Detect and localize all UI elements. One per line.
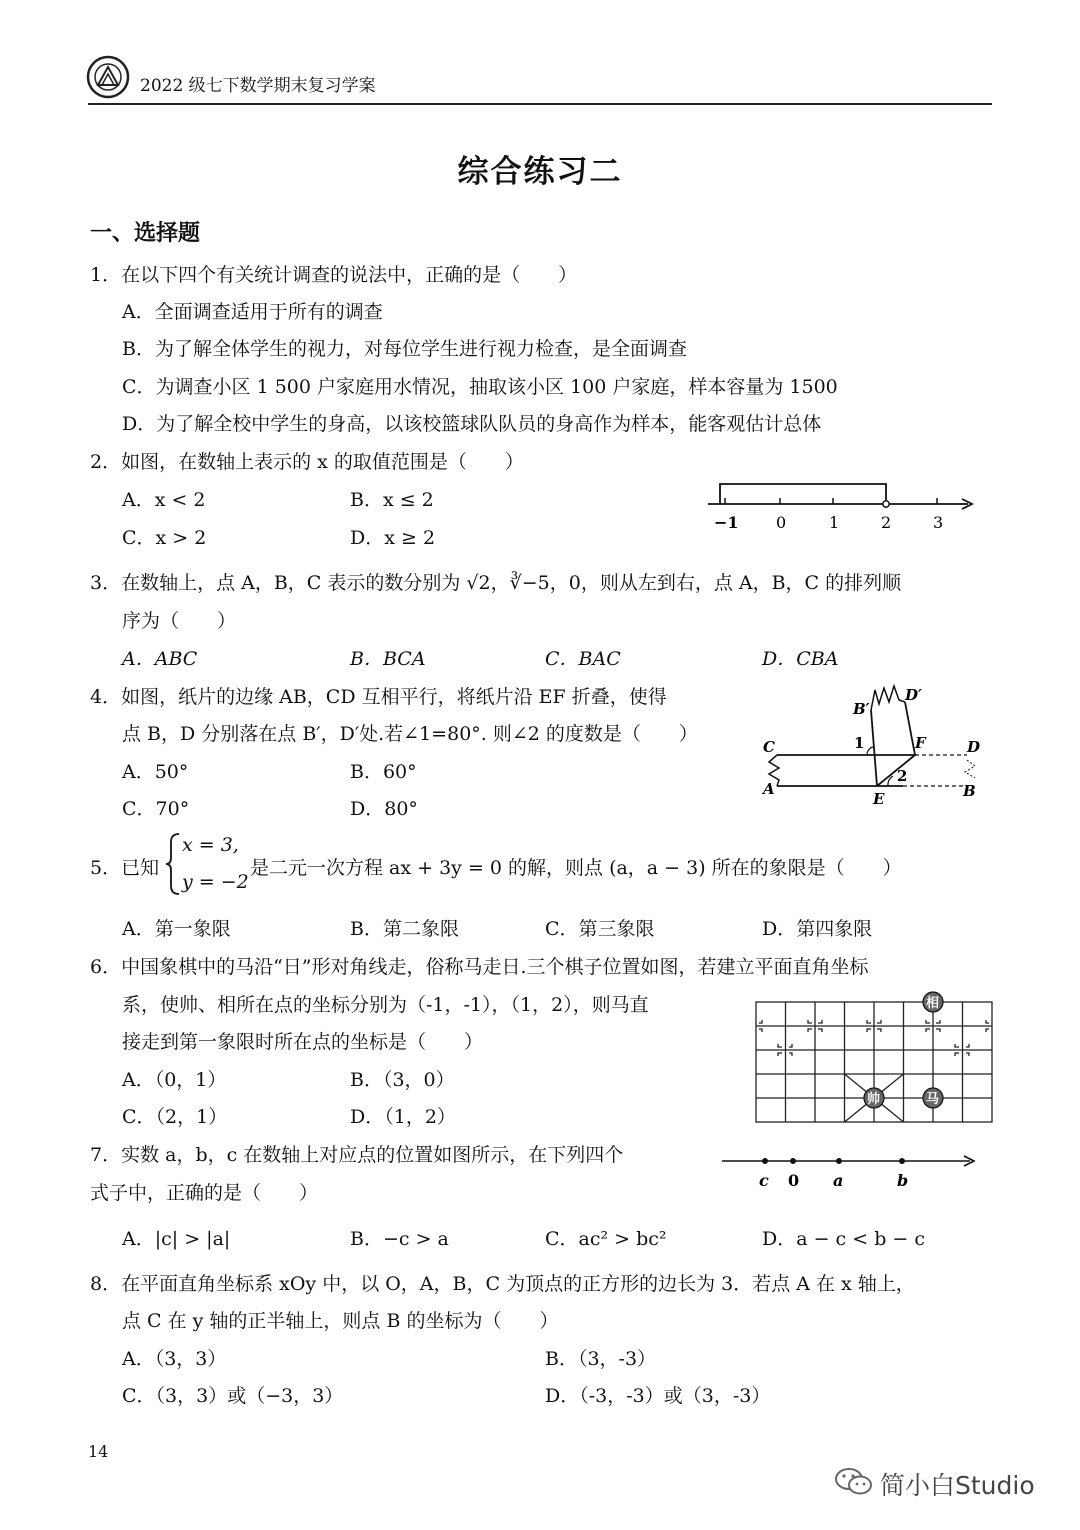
q7-option-d: D．a − c < b − c [762,1228,926,1250]
page-title: 综合练习二 [457,154,623,190]
q7-option-a: A．|c| > |a| [122,1228,231,1250]
q6-stem-line1: 6．中国象棋中的马沿“日”形对角线走，俗称马走日.三个棋子位置如图，若建立平面直角坐标 [90,956,869,978]
q4-stem-line2: 点 B，D 分别落在点 B′，D′处.若∠1=80°. 则∠2 的度数是（ ） [122,723,698,745]
q6-option-d: D．（1，2） [350,1106,456,1128]
q6-chessboard-figure [752,988,996,1126]
wechat-icon [834,1466,874,1498]
q3-stem-line2: 序为（ ） [122,610,237,632]
header-title: 2022 级七下数学期末复习学案 [140,76,376,96]
q1-option-b: B．为了解全体学生的视力，对每位学生进行视力检查，是全面调查 [122,338,687,360]
q1-option-d: D．为了解全校中学生的身高，以该校篮球队队员的身高作为样本，能客观估计总体 [122,413,822,435]
q5-option-b: B．第二象限 [350,918,459,940]
q4-label-e: E [873,790,885,808]
q2-tick-0: 0 [776,513,787,532]
q4-option-b: B．60° [350,761,417,783]
q7-label-c: c [759,1171,769,1190]
q6-option-c: C．（2，1） [122,1106,228,1128]
q8-option-a: A．（3，3） [122,1348,227,1370]
q4-stem-line1: 4．如图，纸片的边缘 AB，CD 互相平行，将纸片沿 EF 折叠，使得 [90,686,667,708]
q4-label-dp: D′ [905,686,922,704]
watermark: 简小白Studio [880,1471,1035,1500]
q3-option-b: B．BCA [350,648,426,670]
section-heading: 一、选择题 [90,220,201,246]
q7-option-b: B．−c > a [350,1228,449,1250]
q6-piece-xiang-label: 相 [926,996,940,1011]
q4-option-a: A．50° [122,761,189,783]
q5-system-brace [165,832,181,896]
header-rule [88,103,992,105]
q2-tick-1: 1 [829,513,840,532]
q4-option-c: C．70° [122,798,190,820]
page-number: 14 [88,1442,109,1461]
q8-option-c: C．（3，3）或（−3，3） [122,1385,344,1407]
q4-option-d: D．80° [350,798,418,820]
q4-label-bp: B′ [853,700,870,718]
q7-stem-line1: 7．实数 a，b，c 在数轴上对应点的位置如图所示，在下列四个 [90,1144,624,1166]
q5-option-c: C．第三象限 [545,918,655,940]
q8-option-d: D．（-3，-3）或（3，-3） [545,1385,771,1407]
q1-stem: 1．在以下四个有关统计调查的说法中，正确的是（ ） [90,264,578,286]
q5-stem: 是二元一次方程 ax + 3y = 0 的解，则点 (a，a − 3) 所在的象限是（ ） [250,857,902,879]
q3-option-d: D．CBA [762,648,839,670]
q4-label-2: 2 [897,767,908,785]
q4-label-f: F [915,734,926,752]
q7-number-line-figure [718,1148,980,1194]
q2-tick-3: 3 [933,513,944,532]
q2-stem: 2．如图，在数轴上表示的 x 的取值范围是（ ） [90,451,524,473]
q6-piece-ma-label: 马 [926,1092,940,1107]
q4-folded-paper-figure [755,680,990,810]
q7-label-a: a [833,1171,844,1190]
q1-option-c: C．为调查小区 1 500 户家庭用水情况，抽取该小区 100 户家庭，样本容量为 1500 [122,376,838,398]
q6-option-a: A．（0，1） [122,1069,227,1091]
q6-piece-shuai-label: 帅 [867,1092,881,1107]
q7-point-c [762,1158,768,1164]
q2-option-a: A．x < 2 [122,489,206,511]
q2-tick-neg1: −1 [714,513,739,532]
q4-label-b: B [963,782,976,800]
q4-label-a: A [763,780,775,798]
q6-stem-line3: 接走到第一象限时所在点的坐标是（ ） [122,1031,484,1053]
q8-option-b: B．（3，-3） [545,1348,657,1370]
q6-option-b: B．（3，0） [350,1069,455,1091]
q5-equation-x: x = 3, [182,834,239,856]
q7-point-a [836,1158,842,1164]
q7-option-c: C．ac² > bc² [545,1228,667,1250]
q2-option-d: D．x ≥ 2 [350,527,436,549]
q2-option-c: C．x > 2 [122,527,207,549]
q5-prefix: 5．已知 [90,857,160,879]
q2-tick-2: 2 [881,513,892,532]
q7-point-0 [790,1158,796,1164]
q5-option-a: A．第一象限 [122,918,231,940]
q5-option-d: D．第四象限 [762,918,873,940]
q2-number-line-figure [700,478,980,536]
q7-label-0: 0 [788,1171,800,1190]
q4-label-c: C [763,738,775,756]
q3-option-a: A．ABC [122,648,198,670]
q8-stem-line2: 点 C 在 y 轴的正半轴上，则点 B 的坐标为（ ） [122,1310,559,1332]
q2-range-bracket [720,484,886,504]
q4-label-1: 1 [854,734,865,752]
q3-stem-line1: 3．在数轴上，点 A，B，C 表示的数分别为 √2，∛−5，0，则从左到右，点 A，B，C 的排列顺 [90,572,902,594]
q4-label-d: D [967,738,981,756]
q8-stem-line1: 8．在平面直角坐标系 xOy 中，以 O，A，B，C 为顶点的正方形的边长为 3．若点 A 在 x 轴上， [90,1273,915,1295]
q5-equation-y: y = −2 [182,871,249,893]
q3-option-c: C．BAC [545,648,621,670]
q2-option-b: B．x ≤ 2 [350,489,434,511]
q2-open-circle [883,501,889,507]
q7-point-b [899,1158,905,1164]
school-logo [86,55,130,99]
q7-label-b: b [897,1171,909,1190]
q6-stem-line2: 系，使帅、相所在点的坐标分别为（-1，-1），（1，2），则马直 [122,994,649,1016]
q7-stem-line2: 式子中，正确的是（ ） [90,1182,319,1204]
q1-option-a: A．全面调查适用于所有的调查 [122,301,383,323]
